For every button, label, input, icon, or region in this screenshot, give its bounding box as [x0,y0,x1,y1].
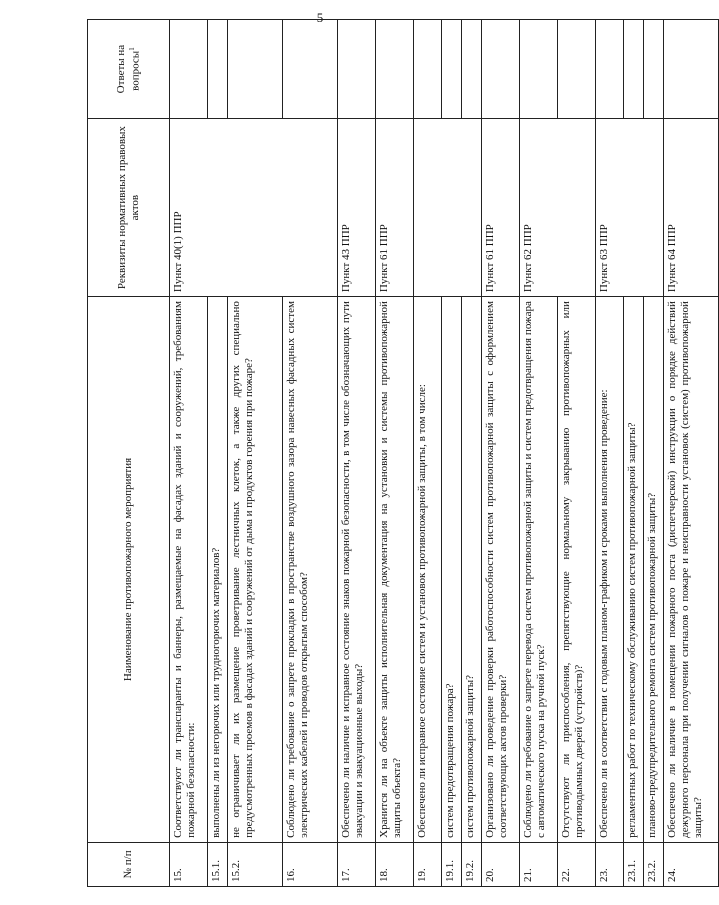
row-description: Соблюдено ли требование о запрете прокладки в пространстве воздушного зазора навесных фасадных систем электрических кабелей и проводов открытым способом? [283,297,338,843]
checklist-table [87,19,719,887]
row-answer-cell [414,20,442,119]
table-header-row [88,20,170,887]
header-num: № п/п [88,842,170,886]
row-number: 20. [482,842,520,886]
row-description: Обеспечено ли в соответствии с годовым планом-графиком и сроками выполнения проведение: [596,297,624,843]
row-description: планово-предупредительного ремонта систем противопожарной защиты? [644,297,664,843]
table-row [170,20,208,887]
row-description: Отсутствуют ли приспособления, препятствующие нормальному закрыванию противопожарных или противодымных дверей (устройств)? [558,297,596,843]
row-requisites: Пункт 61 ППР [482,119,520,297]
row-description: Организовано ли проведение проверки работоспособности систем противопожарной защиты с оформлением соответствующих актов проверки? [482,297,520,843]
row-answer-cell [644,20,664,119]
row-number: 19.1. [442,842,462,886]
row-answer-cell [442,20,462,119]
row-number: 16. [283,842,338,886]
row-number: 24. [664,842,719,886]
row-answer-cell [558,20,596,119]
row-description: регламентных работ по техническому обслуживанию систем противопожарной защиты? [624,297,644,843]
row-answer-cell [376,20,414,119]
table-row [338,20,376,887]
row-number: 19. [414,842,442,886]
row-requisites: Пункт 64 ППР [664,119,719,297]
row-number: 23.1. [624,842,644,886]
table-row [596,20,624,887]
row-number: 23. [596,842,624,886]
row-description: Соблюдено ли требование о запрете перевода систем противопожарной защиты и систем предотвращения пожара с автоматического пуска на ручной пуск? [520,297,558,843]
row-number: 21. [520,842,558,886]
table-row [664,20,719,887]
header-answers: Ответы на вопросы$^1$ [88,20,170,119]
table-row [414,20,442,887]
row-answer-cell [596,20,624,119]
row-description: не ограничивает ли их размещение проветривание лестничных клеток, а также других специально предусмотренных проемов в фасадах зданий и сооружений от дыма и продуктов горения при пожаре? [228,297,283,843]
table-row [376,20,414,887]
row-answer-cell [283,20,338,119]
row-answer-cell [624,20,644,119]
row-answer-cell [482,20,520,119]
row-number: 22. [558,842,596,886]
row-description: Хранится ли на объекте защиты исполнительная документация на установки и системы противопожарной защиты объекта? [376,297,414,843]
row-description: Соответствуют ли транспаранты и баннеры, размещаемые на фасадах зданий и сооружений, требованиям пожарной безопасности: [170,297,208,843]
row-number: 15.1. [208,842,228,886]
row-description: Обеспечено ли исправное состояние систем и установок противопожарной защиты, в том числе: [414,297,442,843]
row-requisites: Пункт 40(1) ППР [170,119,338,297]
page-number: 5 [316,10,324,25]
row-answer-cell [228,20,283,119]
row-answer-cell [462,20,482,119]
row-number: 18. [376,842,414,886]
row-answer-cell [520,20,558,119]
table-row [482,20,520,887]
table-body [170,20,719,887]
row-description: систем предотвращения пожара? [442,297,462,843]
row-description: выполнены ли из негорючих или трудногорючих материалов? [208,297,228,843]
row-description: Обеспечено ли наличие и исправное состояние знаков пожарной безопасности, в том числе обозначающих пути эвакуации и эвакуационные выходы? [338,297,376,843]
rotated-table-container [87,19,704,887]
header-requisites: Реквизиты нормативных правовых актов [88,119,170,297]
row-answer-cell [664,20,719,119]
row-answer-cell [338,20,376,119]
row-number: 23.2. [644,842,664,886]
row-number: 15. [170,842,208,886]
row-requisites [414,119,482,297]
header-name: Наименование противопожарного мероприятия [88,297,170,843]
row-answer-cell [208,20,228,119]
row-number: 19.2. [462,842,482,886]
row-requisites: Пункт 63 ППР [596,119,664,297]
table-row [520,20,558,887]
row-answer-cell [170,20,208,119]
row-number: 15.2. [228,842,283,886]
row-description: Обеспечено ли наличие в помещении пожарного поста (диспетчерской) инструкции о порядке действий дежурного персонала при получении сигналов о пожаре и неисправности установок (систем) противопожарной защиты? [664,297,719,843]
row-requisites: Пункт 61 ППР [376,119,414,297]
row-requisites: Пункт 43 ППР [338,119,376,297]
row-requisites: Пункт 62 ППР [520,119,596,297]
row-description: систем противопожарной защиты? [462,297,482,843]
row-number: 17. [338,842,376,886]
